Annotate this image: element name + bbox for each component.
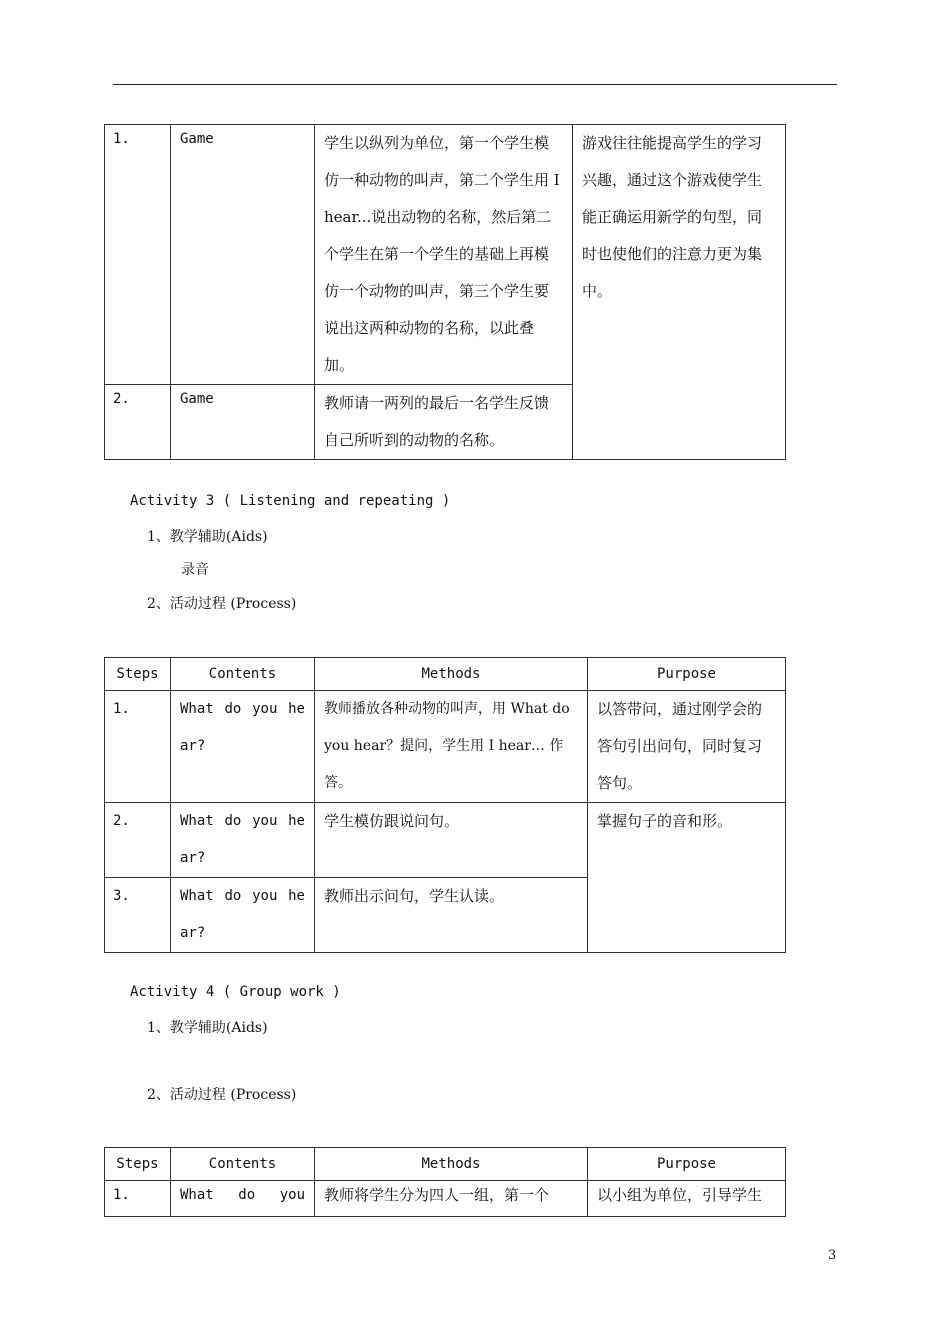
activity2-table (104, 124, 786, 460)
header-steps: Steps (105, 1148, 171, 1181)
method-cell: 教师将学生分为四人一组，第一个 (315, 1181, 588, 1217)
purpose-cell: 游戏往往能提高学生的学习兴趣，通过这个游戏使学生能正确运用新学的句型，同时也使他们的注意力更为集中。 (573, 125, 786, 460)
purpose-cell: 以答带问，通过刚学会的答句引出问句，同时复习答句。 (588, 691, 786, 803)
header-steps: Steps (105, 658, 171, 691)
activity3-aids-label: 1、教学辅助(Aids) (147, 529, 268, 545)
activity3-title: Activity 3 ( Listening and repeating ) (130, 493, 451, 509)
activity3-process-label: 2、活动过程 (Process) (147, 596, 297, 612)
method-cell: 学生模仿跟说问句。 (315, 803, 588, 878)
content-cell: Game (171, 125, 315, 385)
method-cell: 教师出示问句，学生认读。 (315, 878, 588, 953)
activity4-title: Activity 4 ( Group work ) (130, 984, 341, 1000)
step-cell: 3. (105, 878, 171, 953)
step-cell: 2. (105, 803, 171, 878)
activity4-process-label: 2、活动过程 (Process) (147, 1087, 297, 1103)
purpose-cell: 以小组为单位，引导学生 (588, 1181, 786, 1217)
purpose-cell: 掌握句子的音和形。 (588, 803, 786, 953)
method-cell: 学生以纵列为单位，第一个学生模仿一种动物的叫声，第二个学生用 I hear...说出动物的名称，然后第二个学生在第一个学生的基础上再模仿一个动物的叫声，第三个学生要说出这两种动物的名称，以此叠加。 (315, 125, 573, 385)
step-cell: 1. (105, 1181, 171, 1217)
content-cell: What do you hear? (171, 803, 315, 878)
content-cell: Game (171, 385, 315, 460)
activity4-table (104, 1147, 786, 1217)
header-methods: Methods (315, 1148, 588, 1181)
step-cell: 2. (105, 385, 171, 460)
header-rule (113, 84, 837, 85)
method-cell: 教师播放各种动物的叫声，用 What do you hear？提问，学生用 I hear… 作答。 (315, 691, 588, 803)
header-methods: Methods (315, 658, 588, 691)
header-contents: Contents (171, 658, 315, 691)
step-cell: 1. (105, 691, 171, 803)
content-cell: What do you (171, 1181, 315, 1217)
activity4-aids-label: 1、教学辅助(Aids) (147, 1020, 268, 1036)
header-purpose: Purpose (588, 658, 786, 691)
method-cell: 教师请一两列的最后一名学生反馈自己所听到的动物的名称。 (315, 385, 573, 460)
page-number: 3 (828, 1248, 837, 1263)
step-cell: 1. (105, 125, 171, 385)
header-purpose: Purpose (588, 1148, 786, 1181)
content-cell: What do you hear? (171, 878, 315, 953)
content-cell: What do you hear? (171, 691, 315, 803)
activity3-aids-value: 录音 (181, 562, 209, 578)
activity3-table (104, 657, 786, 953)
header-contents: Contents (171, 1148, 315, 1181)
